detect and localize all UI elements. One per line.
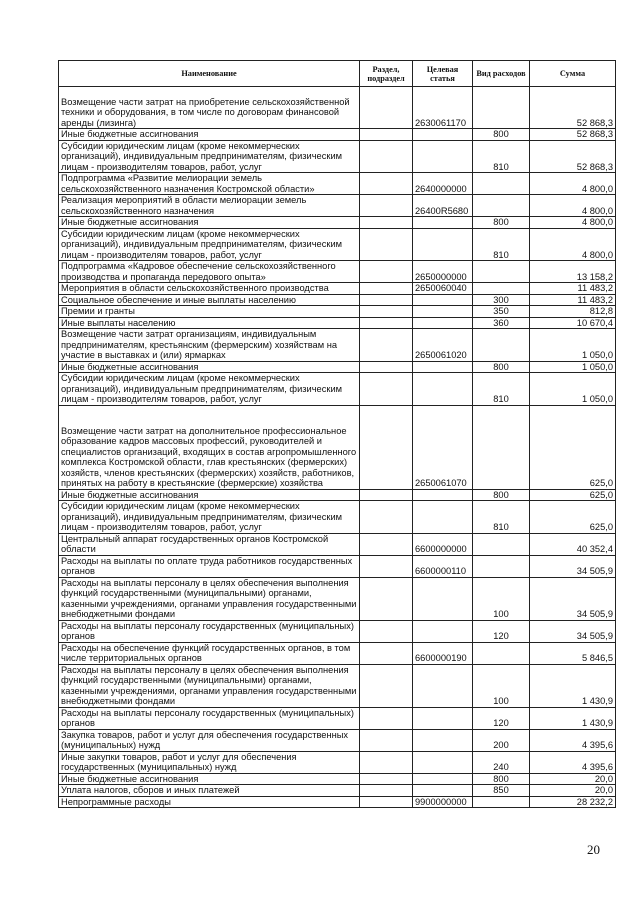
- header-target: Целевая статья: [413, 61, 473, 87]
- table-row: [59, 373, 616, 406]
- row-target: [413, 129, 473, 141]
- row-target: 2650061020: [413, 329, 473, 362]
- row-name: Субсидии юридическим лицам (кроме некоммерческих организаций), индивидуальным предпринимателям, физическим лицам - производителям товаров, работ, услуг: [59, 501, 360, 534]
- table-row: [59, 306, 616, 318]
- row-name: Субсидии юридическим лицам (кроме некоммерческих организаций), индивидуальным предпринимателям, физическим лицам - производителям товаров, работ, услуг: [59, 140, 360, 173]
- row-target: [413, 729, 473, 751]
- row-section: [360, 317, 413, 329]
- row-type: [473, 555, 530, 577]
- table-row: [59, 796, 616, 808]
- table-row: [59, 577, 616, 620]
- row-sum: 1 050,0: [530, 361, 616, 373]
- row-target: 2630061170: [413, 87, 473, 129]
- row-section: [360, 751, 413, 773]
- row-name: Мероприятия в области сельскохозяйственного производства: [59, 283, 360, 295]
- row-name: Расходы на обеспечение функций государственных органов, в том числе территориальных органов: [59, 642, 360, 664]
- row-name: Центральный аппарат государственных органов Костромской области: [59, 533, 360, 555]
- row-section: [360, 729, 413, 751]
- row-name: Иные бюджетные ассигнования: [59, 489, 360, 501]
- row-sum: 34 505,9: [530, 577, 616, 620]
- row-type: 800: [473, 217, 530, 229]
- row-section: [360, 129, 413, 141]
- row-sum: 1 430,9: [530, 707, 616, 729]
- row-section: [360, 140, 413, 173]
- row-section: [360, 620, 413, 642]
- row-target: 6600000190: [413, 642, 473, 664]
- table-row: [59, 129, 616, 141]
- row-sum: 34 505,9: [530, 555, 616, 577]
- row-sum: 1 050,0: [530, 329, 616, 362]
- row-section: [360, 707, 413, 729]
- row-target: 2640000000: [413, 173, 473, 195]
- row-section: [360, 555, 413, 577]
- row-sum: 4 800,0: [530, 195, 616, 217]
- table-row: [59, 217, 616, 229]
- row-sum: 1 050,0: [530, 373, 616, 406]
- table-row: [59, 751, 616, 773]
- table-row: [59, 555, 616, 577]
- table-body: [59, 87, 616, 808]
- row-section: [360, 533, 413, 555]
- row-name: Возмещение части затрат организациям, индивидуальным предпринимателям, крестьянским (фермерским) хозяйствам на участие в выставках и (или) ярмарках: [59, 329, 360, 362]
- row-type: [473, 405, 530, 489]
- row-section: [360, 373, 413, 406]
- row-target: [413, 620, 473, 642]
- table-row: [59, 405, 616, 489]
- row-sum: 11 483,2: [530, 294, 616, 306]
- row-section: [360, 329, 413, 362]
- row-target: 2650000000: [413, 261, 473, 283]
- page-number: 20: [587, 842, 600, 857]
- row-target: 26400R5680: [413, 195, 473, 217]
- row-name: Социальное обеспечение и иные выплаты населению: [59, 294, 360, 306]
- table-row: [59, 729, 616, 751]
- table-row: [59, 620, 616, 642]
- table-row: [59, 228, 616, 261]
- row-section: [360, 283, 413, 295]
- table-row: [59, 785, 616, 797]
- row-section: [360, 195, 413, 217]
- row-name: Расходы на выплаты персоналу государственных (муниципальных) органов: [59, 620, 360, 642]
- row-target: [413, 577, 473, 620]
- row-sum: 34 505,9: [530, 620, 616, 642]
- row-name: Реализация мероприятий в области мелиорации земель сельскохозяйственного назначения: [59, 195, 360, 217]
- row-target: [413, 785, 473, 797]
- row-target: [413, 140, 473, 173]
- row-type: [473, 533, 530, 555]
- table-row: [59, 489, 616, 501]
- row-name: Субсидии юридическим лицам (кроме некоммерческих организаций), индивидуальным предпринимателям, физическим лицам - производителям товаров, работ, услуг: [59, 373, 360, 406]
- row-section: [360, 773, 413, 785]
- row-sum: 28 232,2: [530, 796, 616, 808]
- row-name: Подпрограмма «Развитие мелиорации земель сельскохозяйственного назначения Костромской области»: [59, 173, 360, 195]
- row-sum: 52 868,3: [530, 87, 616, 129]
- row-target: [413, 664, 473, 707]
- table-row: [59, 533, 616, 555]
- row-sum: 1 430,9: [530, 664, 616, 707]
- row-type: 810: [473, 228, 530, 261]
- row-type: 810: [473, 501, 530, 534]
- row-sum: 4 395,6: [530, 751, 616, 773]
- row-name: Расходы на выплаты персоналу в целях обеспечения выполнения функций государственными (муниципальными) органами, казенными учреждениями, органами управления государственными внебюджетными фондами: [59, 664, 360, 707]
- row-sum: 4 800,0: [530, 173, 616, 195]
- row-name: Расходы на выплаты персоналу государственных (муниципальных) органов: [59, 707, 360, 729]
- table-row: [59, 317, 616, 329]
- row-type: 100: [473, 577, 530, 620]
- row-target: [413, 217, 473, 229]
- row-section: [360, 501, 413, 534]
- budget-table: [58, 60, 616, 808]
- table-header-row: [59, 61, 616, 87]
- table-row: [59, 195, 616, 217]
- row-sum: 13 158,2: [530, 261, 616, 283]
- row-target: [413, 317, 473, 329]
- row-type: 240: [473, 751, 530, 773]
- row-name: Иные бюджетные ассигнования: [59, 129, 360, 141]
- row-section: [360, 405, 413, 489]
- header-name: Наименование: [59, 61, 360, 87]
- row-sum: 20,0: [530, 773, 616, 785]
- table-row: [59, 773, 616, 785]
- table-row: [59, 642, 616, 664]
- row-target: [413, 773, 473, 785]
- row-name: Премии и гранты: [59, 306, 360, 318]
- row-sum: 20,0: [530, 785, 616, 797]
- row-type: 810: [473, 373, 530, 406]
- header-section: Раздел, подраздел: [360, 61, 413, 87]
- header-sum: Сумма: [530, 61, 616, 87]
- table-row: [59, 664, 616, 707]
- table-row: [59, 707, 616, 729]
- row-type: [473, 261, 530, 283]
- table-row: [59, 294, 616, 306]
- row-type: 800: [473, 129, 530, 141]
- row-section: [360, 489, 413, 501]
- row-sum: 11 483,2: [530, 283, 616, 295]
- table-row: [59, 329, 616, 362]
- row-type: [473, 329, 530, 362]
- row-section: [360, 577, 413, 620]
- row-target: 9900000000: [413, 796, 473, 808]
- row-type: 350: [473, 306, 530, 318]
- row-name: Иные закупки товаров, работ и услуг для обеспечения государственных (муниципальных) нужд: [59, 751, 360, 773]
- row-type: 120: [473, 707, 530, 729]
- row-target: [413, 489, 473, 501]
- row-target: [413, 373, 473, 406]
- row-name: Непрограммные расходы: [59, 796, 360, 808]
- row-section: [360, 796, 413, 808]
- row-sum: 4 800,0: [530, 228, 616, 261]
- table-row: [59, 87, 616, 129]
- row-target: [413, 294, 473, 306]
- row-type: [473, 642, 530, 664]
- row-sum: 625,0: [530, 405, 616, 489]
- row-target: [413, 501, 473, 534]
- row-section: [360, 217, 413, 229]
- row-sum: 4 800,0: [530, 217, 616, 229]
- row-target: 2650061070: [413, 405, 473, 489]
- row-target: 6600000000: [413, 533, 473, 555]
- row-type: 200: [473, 729, 530, 751]
- row-sum: 52 868,3: [530, 129, 616, 141]
- row-section: [360, 785, 413, 797]
- table-row: [59, 261, 616, 283]
- row-type: 800: [473, 773, 530, 785]
- table-row: [59, 173, 616, 195]
- row-section: [360, 294, 413, 306]
- row-section: [360, 261, 413, 283]
- table-row: [59, 501, 616, 534]
- row-target: 6600000110: [413, 555, 473, 577]
- table-row: [59, 283, 616, 295]
- row-name: Закупка товаров, работ и услуг для обеспечения государственных (муниципальных) нужд: [59, 729, 360, 751]
- header-type: Вид расходов: [473, 61, 530, 87]
- row-name: Иные бюджетные ассигнования: [59, 773, 360, 785]
- row-sum: 40 352,4: [530, 533, 616, 555]
- row-type: 120: [473, 620, 530, 642]
- row-section: [360, 87, 413, 129]
- row-section: [360, 173, 413, 195]
- row-type: 850: [473, 785, 530, 797]
- row-target: [413, 707, 473, 729]
- row-sum: 625,0: [530, 501, 616, 534]
- row-name: Расходы на выплаты персоналу в целях обеспечения выполнения функций государственными (муниципальными) органами, казенными учреждениями, органами управления государственными внебюджетными фондами: [59, 577, 360, 620]
- row-type: 800: [473, 361, 530, 373]
- row-sum: 4 395,6: [530, 729, 616, 751]
- row-name: Субсидии юридическим лицам (кроме некоммерческих организаций), индивидуальным предпринимателям, физическим лицам - производителям товаров, работ, услуг: [59, 228, 360, 261]
- row-type: 800: [473, 489, 530, 501]
- row-sum: 625,0: [530, 489, 616, 501]
- row-name: Иные выплаты населению: [59, 317, 360, 329]
- row-target: [413, 751, 473, 773]
- row-sum: 5 846,5: [530, 642, 616, 664]
- row-type: 360: [473, 317, 530, 329]
- row-name: Подпрограмма «Кадровое обеспечение сельскохозяйственного производства и пропаганда передового опыта»: [59, 261, 360, 283]
- row-sum: 10 670,4: [530, 317, 616, 329]
- row-name: Расходы на выплаты по оплате труда работников государственных органов: [59, 555, 360, 577]
- row-section: [360, 642, 413, 664]
- row-target: [413, 361, 473, 373]
- row-type: [473, 195, 530, 217]
- row-type: 300: [473, 294, 530, 306]
- row-name: Иные бюджетные ассигнования: [59, 217, 360, 229]
- row-type: [473, 173, 530, 195]
- row-type: 810: [473, 140, 530, 173]
- row-name: Возмещение части затрат на приобретение сельскохозяйственной техники и оборудования, в том числе по договорам финансовой аренды (лизинга): [59, 87, 360, 129]
- row-type: [473, 87, 530, 129]
- row-sum: 812,8: [530, 306, 616, 318]
- row-name: Уплата налогов, сборов и иных платежей: [59, 785, 360, 797]
- row-type: [473, 283, 530, 295]
- row-target: [413, 306, 473, 318]
- row-section: [360, 664, 413, 707]
- row-target: [413, 228, 473, 261]
- row-section: [360, 228, 413, 261]
- row-section: [360, 306, 413, 318]
- row-section: [360, 361, 413, 373]
- row-type: 100: [473, 664, 530, 707]
- table-row: [59, 140, 616, 173]
- table-row: [59, 361, 616, 373]
- row-name: Возмещение части затрат на дополнительное профессиональное образование кадров массовых профессий, руководителей и специалистов организаций, входящих в состав агропромышленного комплекса Костромской области, глав крестьянских (фермерских) хозяйств, членов крестьянских (фермерских) хозяйств, работников, принятых на работу в крестьянские (фермерские) хозяйства: [59, 405, 360, 489]
- row-name: Иные бюджетные ассигнования: [59, 361, 360, 373]
- row-sum: 52 868,3: [530, 140, 616, 173]
- row-target: 2650060040: [413, 283, 473, 295]
- row-type: [473, 796, 530, 808]
